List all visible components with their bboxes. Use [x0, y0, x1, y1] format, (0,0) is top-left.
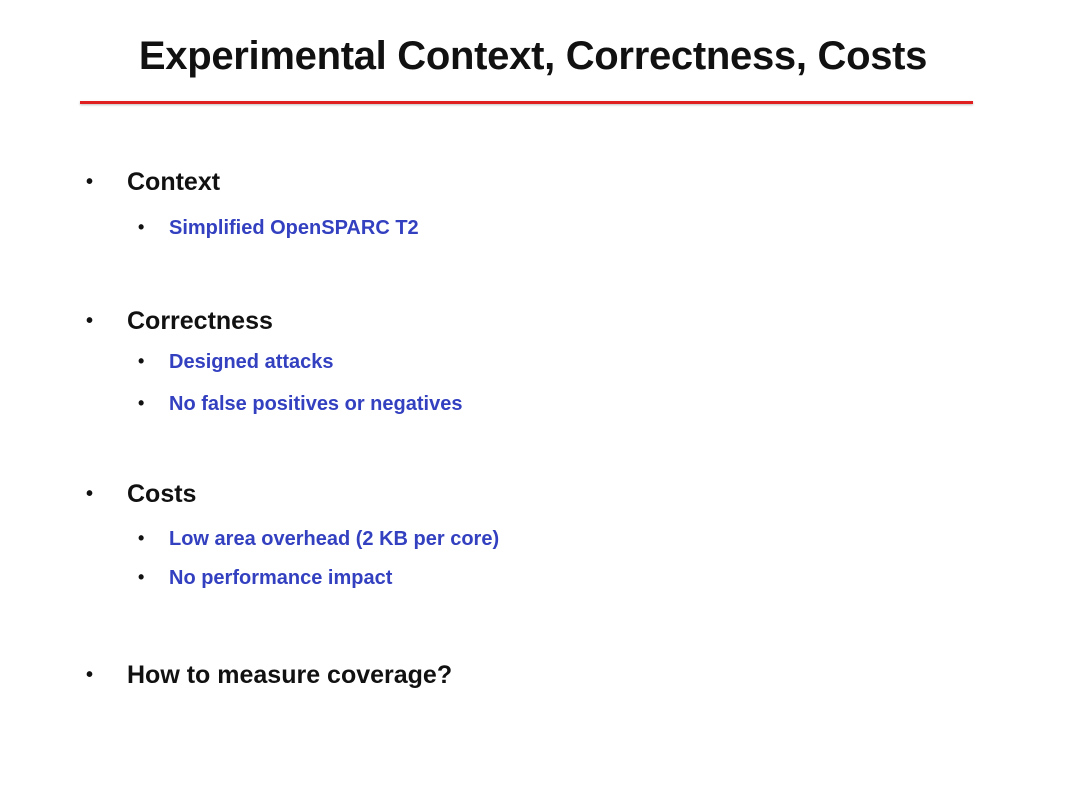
title-underline: [80, 101, 973, 104]
bullet-coverage-question: [86, 661, 452, 690]
sub-bullet-label: Simplified OpenSPARC T2: [169, 217, 419, 239]
bullet-dot-icon: •: [86, 310, 94, 332]
bullet-dot-icon: •: [86, 664, 94, 686]
sub-bullet-costs-2: [138, 567, 392, 590]
bullet-dot-icon: •: [86, 483, 94, 505]
bullet-costs-label: Costs: [127, 480, 197, 508]
sub-bullet-context-1: [138, 217, 419, 240]
bullet-context-label: Context: [127, 168, 221, 196]
slide-title: Experimental Context, Correctness, Costs: [138, 34, 928, 78]
sub-bullet-label: Low area overhead (2 KB per core): [169, 528, 500, 550]
sub-bullet-label: Designed attacks: [169, 351, 334, 373]
bullet-context: [86, 168, 220, 197]
sub-bullet-correctness-2: [138, 393, 462, 416]
sub-bullet-label: No performance impact: [169, 567, 393, 589]
sub-bullet-label: No false positives or negatives: [169, 393, 463, 415]
bullet-dot-icon: •: [138, 351, 145, 371]
bullet-costs: [86, 480, 196, 509]
bullet-dot-icon: •: [138, 528, 145, 548]
bullet-dot-icon: •: [138, 567, 145, 587]
bullet-correctness: [86, 307, 273, 336]
bullet-correctness-label: Correctness: [127, 307, 273, 335]
sub-bullet-correctness-1: [138, 351, 334, 374]
bullet-coverage-label: How to measure coverage?: [127, 661, 453, 689]
sub-bullet-costs-1: [138, 528, 499, 551]
bullet-dot-icon: •: [138, 217, 145, 237]
bullet-dot-icon: •: [138, 393, 145, 413]
bullet-dot-icon: •: [86, 171, 94, 193]
